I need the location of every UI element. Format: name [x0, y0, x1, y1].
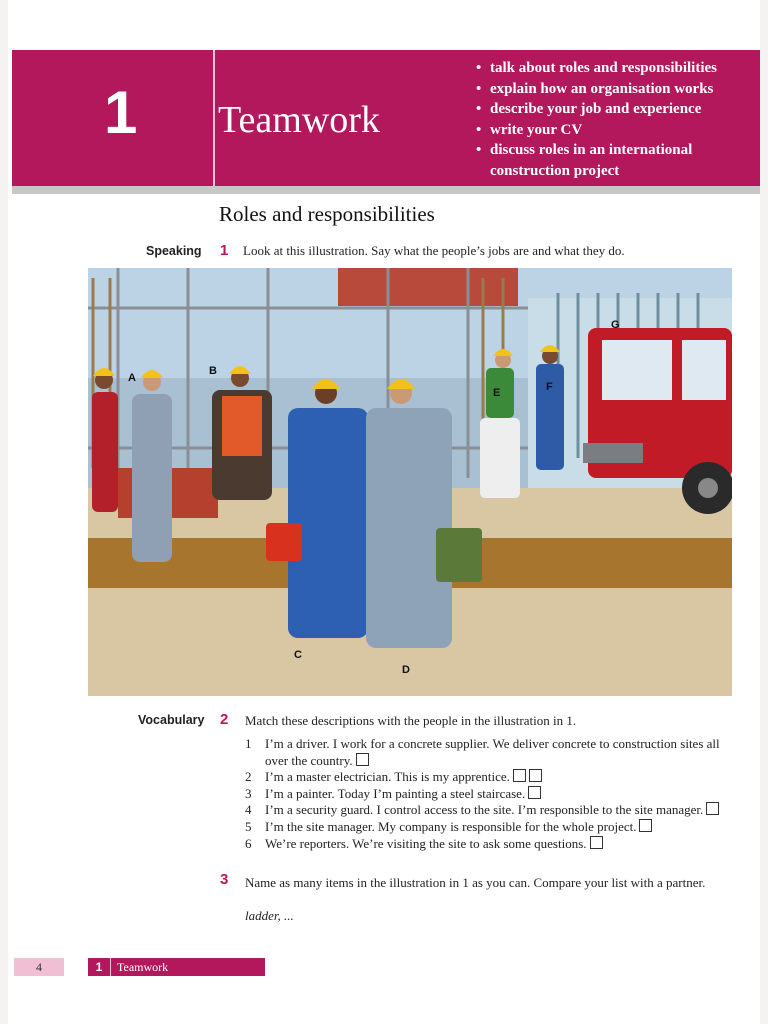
item-text: We’re reporters. We’re visiting the site to ask some questions.	[265, 835, 587, 851]
example-answer: ladder, ...	[245, 908, 294, 923]
footer-unit-number: 1	[88, 958, 111, 976]
banner-divider	[213, 50, 215, 186]
item-text: I’m a security guard. I control access to the site. I’m responsible to the site manager.	[265, 802, 704, 818]
item-text: I’m the site manager. My company is responsible for the whole project.	[265, 818, 637, 834]
unit-title: Teamwork	[218, 99, 380, 141]
unit-objectives	[474, 58, 760, 181]
svg-text:D: D	[402, 664, 410, 676]
unit-number: 1	[104, 79, 138, 146]
item-text: I’m a painter. Today I’m painting a steel staircase.	[265, 785, 526, 801]
svg-text:B: B	[209, 365, 217, 377]
objective-item: • write your CV	[474, 120, 760, 141]
exercise-instruction: Look at this illustration. Say what the people’s jobs are and what they do.	[243, 243, 625, 258]
exercise-instruction: Name as many items in the illustration in 1 as you can. Compare your list with a partner.	[245, 875, 706, 890]
construction-site-illustration	[88, 268, 732, 696]
list-item	[245, 786, 725, 803]
svg-text:C: C	[294, 649, 302, 661]
speaking-label: Speaking	[146, 244, 202, 258]
exercise-number: 2	[220, 711, 229, 728]
svg-text:F: F	[546, 381, 553, 393]
vocabulary-label: Vocabulary	[138, 713, 205, 727]
item-number: 4	[245, 802, 252, 818]
answer-checkbox[interactable]	[639, 819, 652, 832]
exercise-instruction: Match these descriptions with the people in the illustration in 1.	[245, 713, 577, 728]
item-number: 6	[245, 835, 252, 851]
objective-item: • explain how an organisation works	[474, 79, 760, 100]
item-number: 5	[245, 818, 252, 834]
footer-unit-title: Teamwork	[117, 960, 169, 974]
item-number: 1	[245, 736, 252, 751]
list-item	[245, 769, 725, 786]
objective-item: • describe your job and experience	[474, 99, 760, 120]
section-title: Roles and responsibilities	[219, 202, 435, 226]
item-number: 3	[245, 785, 252, 801]
banner-shadow	[12, 186, 760, 194]
item-text: I’m a master electrician. This is my apprentice.	[265, 769, 510, 785]
answer-checkbox[interactable]	[529, 769, 542, 782]
unit-banner	[12, 50, 760, 186]
list-item	[245, 802, 725, 819]
svg-text:G: G	[611, 319, 620, 331]
list-item	[245, 736, 725, 769]
answer-checkbox[interactable]	[528, 786, 541, 799]
list-item	[245, 819, 725, 836]
objective-item: • discuss roles in an international construction project	[474, 140, 760, 181]
description-list	[245, 736, 725, 852]
answer-checkbox[interactable]	[513, 769, 526, 782]
svg-text:A: A	[128, 372, 136, 384]
answer-checkbox[interactable]	[590, 836, 603, 849]
answer-checkbox[interactable]	[356, 753, 369, 766]
answer-checkbox[interactable]	[706, 802, 719, 815]
exercise-number: 1	[220, 242, 229, 259]
list-item	[245, 836, 725, 853]
page-number: 4	[14, 958, 64, 976]
objective-item: • talk about roles and responsibilities	[474, 58, 760, 79]
footer-unit-tab	[88, 958, 265, 976]
item-text: I’m a driver. I work for a concrete supplier. We deliver concrete to construction sites all over the country.	[265, 736, 720, 768]
item-number: 2	[245, 769, 252, 785]
exercise-number: 3	[220, 871, 229, 888]
svg-text:E: E	[493, 387, 501, 399]
